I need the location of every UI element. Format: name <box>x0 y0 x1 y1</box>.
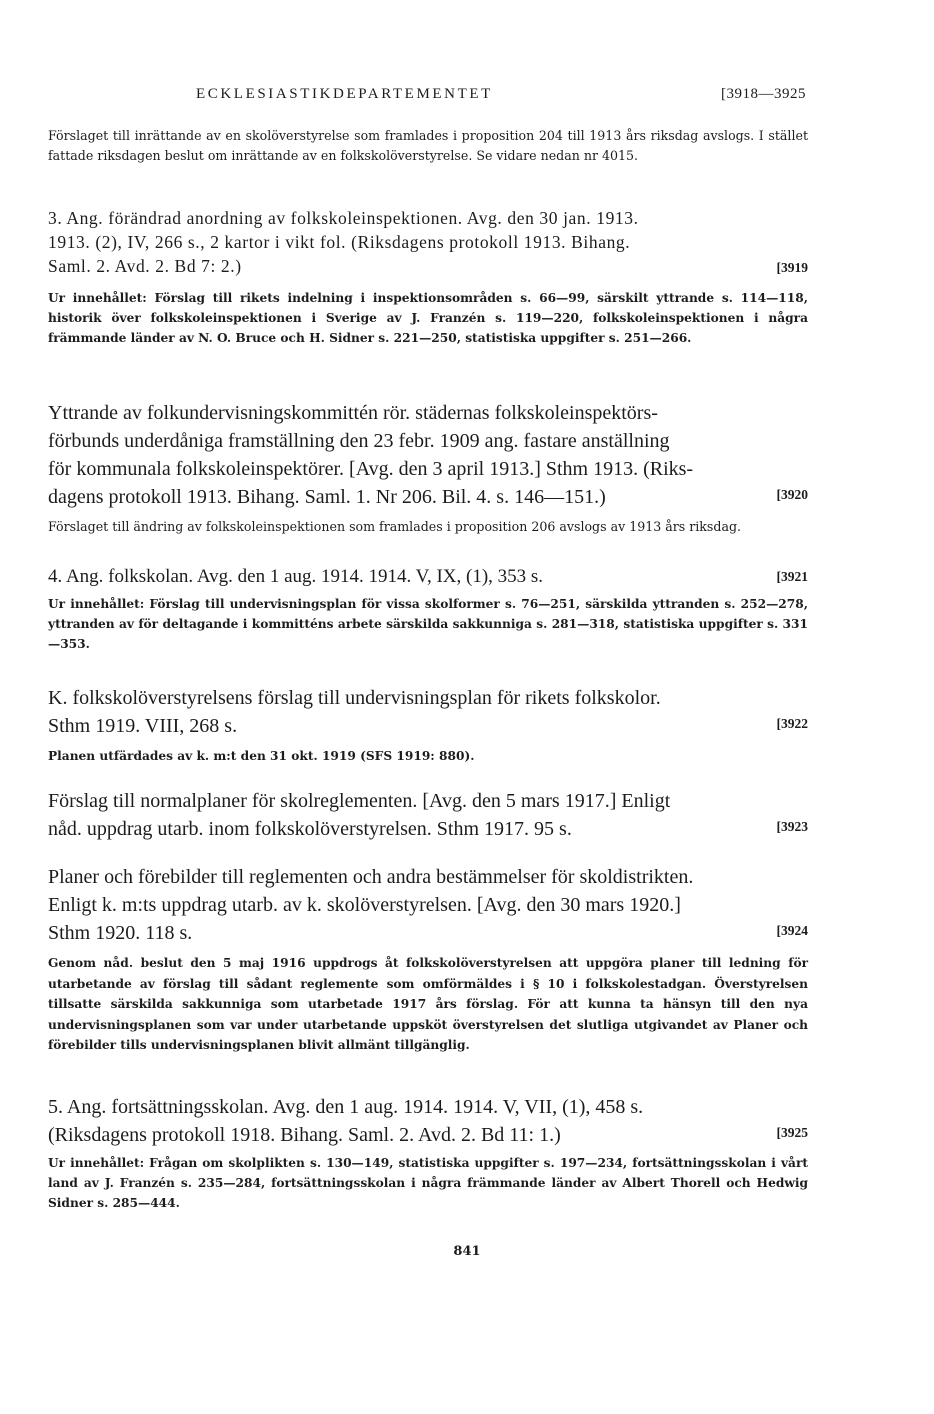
entry-note: Planen utfärdades av k. m:t den 31 okt. 1919 (SFS 1919: 880). <box>48 749 475 763</box>
entry-contents <box>48 594 808 654</box>
entry-note: Förslaget till ändring av folkskoleinspektionen som framlades i proposition 206 avslogs av 1913 års riksdag. <box>48 519 742 534</box>
contents-text: Förslag till rikets indelning i inspektionsområden s. 66—99, särskilt yttrande s. 114—118, historik över folkskoleinspektionen i Sverige av J. Franzén s. 119—220, folkskoleinspektionen i några främmande länder av N. O. Bruce och H. Sidner s. 221—250, statistiska uppgifter s. 251—266. <box>48 291 808 345</box>
entry-title-line: Planer och förebilder till reglementen och andra bestämmelser för skoldistrikten. <box>48 866 694 888</box>
entry-3919 <box>48 206 808 348</box>
entry-number: [3922 <box>776 716 808 731</box>
header-entry-range: [3918—3925 <box>721 86 806 102</box>
entry-title-line: (Riksdagens protokoll 1918. Bihang. Saml. 2. Avd. 2. Bd 11: 1.) <box>48 1124 561 1146</box>
entry-title-line: Sthm 1920. 118 s. <box>48 922 193 944</box>
entry-number: [3925 <box>776 1125 808 1140</box>
entry-title <box>48 564 808 590</box>
entry-title-line: Saml. 2. Avd. 2. Bd 7: 2.) <box>48 256 242 276</box>
entry-title-line: för kommunala folkskoleinspektörer. [Avg. den 3 april 1913.] Sthm 1913. (Riks- <box>48 458 694 480</box>
entry-title-line: dagens protokoll 1913. Bihang. Saml. 1. Nr 206. Bil. 4. s. 146—151.) <box>48 486 606 508</box>
entry-contents <box>48 288 808 348</box>
entry-title <box>48 399 808 511</box>
entry-title-line: Sthm 1919. VIII, 268 s. <box>48 715 238 737</box>
entry-number: [3921 <box>776 569 808 584</box>
entry-title-line: Enligt k. m:ts uppdrag utarb. av k. skolöverstyrelsen. [Avg. den 30 mars 1920.] <box>48 894 681 916</box>
contents-label: Ur innehållet: <box>48 597 145 611</box>
entry-3921 <box>48 564 808 654</box>
entry-contents <box>48 1153 808 1213</box>
page-number: 841 <box>453 1244 481 1259</box>
entry-title-line: förbunds underdåniga framställning den 23 febr. 1909 ang. fastare anställning <box>48 430 670 452</box>
entry-3923 <box>48 787 808 843</box>
contents-text: Förslag till undervisningsplan för vissa skolformer s. 76—251, särskilda yttranden s. 252—278, yttranden av för deltagande i kommitténs arbete särskilda sakkunniga s. 281—318, statistiska uppgifter s. 331—353. <box>48 597 808 651</box>
header-title: ECKLESIASTIKDEPARTEMENTET <box>196 86 493 102</box>
contents-label: Ur innehållet: <box>48 1156 145 1170</box>
entry-note-3918: Förslaget till inrättande av en skolöverstyrelse som framlades i proposition 204 till 1913 års riksdag avslogs. I stället fattade riksdagen beslut om inrättande av en folkskolöverstyrelse. Se vidare nedan nr 4015. <box>48 128 808 163</box>
entry-3920 <box>48 399 808 537</box>
entry-title-line: 4. Ang. folkskolan. Avg. den 1 aug. 1914. 1914. V, IX, (1), 353 s. <box>48 566 544 587</box>
entry-title-line: Yttrande av folkundervisningskommittén rör. städernas folkskoleinspektörs- <box>48 402 658 424</box>
entry-title <box>48 1093 808 1149</box>
entry-note: Genom nåd. beslut den 5 maj 1916 uppdrogs åt folkskolöverstyrelsen att uppgöra planer till ledning för utarbetande av förslag till sådant reglemente som omförmäldes i § 10 i folkskolestadgan. Överstyrelsen tillsatte särskilda sakkunniga som utarbetade 1917 års förslag. För att kunna ta hänsyn till den nya undervisningsplanen som var under utarbetande uppsköt överstyrelsen det slutliga utgivandet av Planer och förebilder tills undervisningsplanen blivit allmänt tillgänglig. <box>48 956 808 1052</box>
entry-title <box>48 863 808 947</box>
entry-title-line: 5. Ang. fortsättningsskolan. Avg. den 1 aug. 1914. 1914. V, VII, (1), 458 s. <box>48 1096 644 1118</box>
entry-number: [3920 <box>776 487 808 502</box>
entry-3924 <box>48 863 808 1056</box>
entry-3922 <box>48 684 808 766</box>
entry-number: [3923 <box>776 819 808 834</box>
entry-title <box>48 684 808 740</box>
entry-number: [3919 <box>776 260 808 275</box>
entry-title-line: Förslag till normalplaner för skolreglementen. [Avg. den 5 mars 1917.] Enligt <box>48 790 671 812</box>
entry-title-line: 1913. (2), IV, 266 s., 2 kartor i vikt fol. (Riksdagens protokoll 1913. Bihang. <box>48 232 631 252</box>
entry-title <box>48 787 808 843</box>
contents-label: Ur innehållet: <box>48 291 147 305</box>
entry-number: [3924 <box>776 923 808 938</box>
entry-3925 <box>48 1093 808 1213</box>
entry-title <box>48 206 808 278</box>
running-header <box>196 86 806 110</box>
entry-title-line: K. folkskolöverstyrelsens förslag till undervisningsplan för rikets folkskolor. <box>48 687 661 709</box>
entry-title-line: nåd. uppdrag utarb. inom folkskolöverstyrelsen. Sthm 1917. 95 s. <box>48 818 572 840</box>
contents-text: Frågan om skolplikten s. 130—149, statistiska uppgifter s. 197—234, fortsättningsskolan i vårt land av J. Franzén s. 235—284, fortsättningsskolan i några främmande länder av Albert Thorell och Hedwig Sidner s. 285—444. <box>48 1156 808 1210</box>
entry-title-line: 3. Ang. förändrad anordning av folkskoleinspektionen. Avg. den 30 jan. 1913. <box>48 208 639 228</box>
